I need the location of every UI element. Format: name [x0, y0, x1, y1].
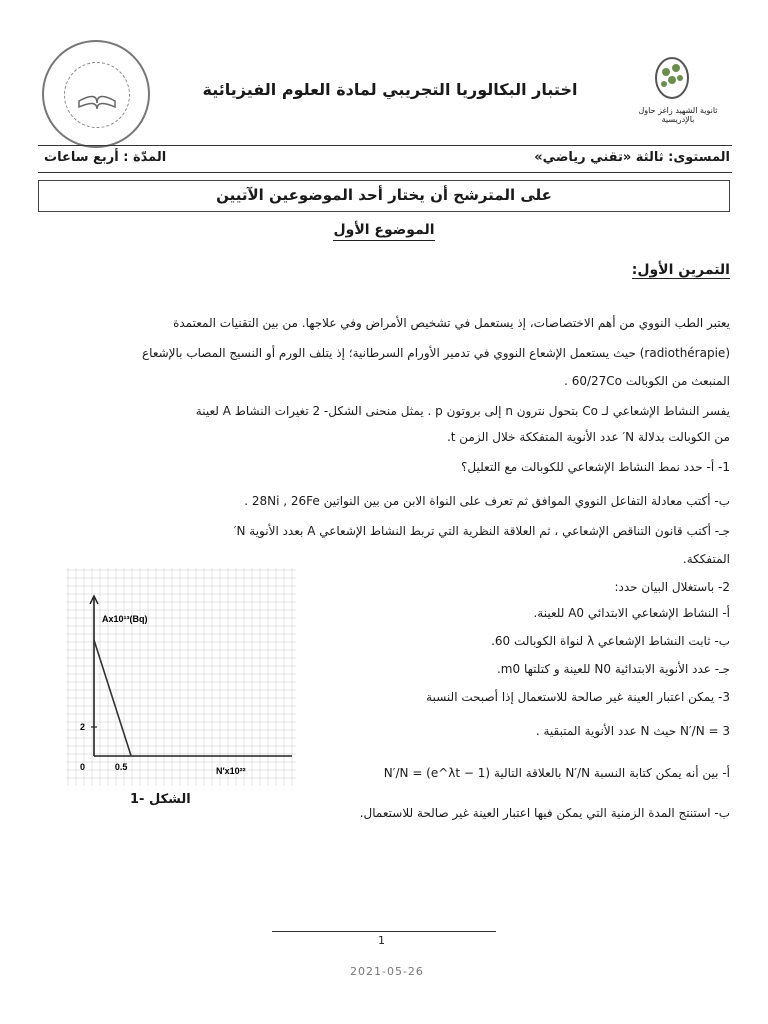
school-logo: [630, 48, 726, 128]
x-tick-label: 0: [80, 762, 86, 772]
activity-graph: [66, 568, 296, 786]
subject-title: الموضوع الأول: [0, 222, 768, 238]
level-label: المستوى: ثالثة «تقني رياضي»: [534, 150, 730, 165]
school-name: ثانوية الشهيد زاغز حاول بالإدريسية: [638, 106, 718, 124]
question-3: 3- يمكن اعتبار العينة غير صالحة للاستعمال إذا أصبحت النسبة: [426, 690, 730, 704]
instruction-text: على المترشح أن يختار أحد الموضوعين الآتيين: [216, 186, 552, 204]
divider: [38, 172, 732, 173]
question-2: 2- باستغلال البيان حدد:: [614, 580, 730, 594]
x-tick-label: 0.5: [114, 762, 128, 772]
exam-title: اختبار البكالوريا التجريبي لمادة العلوم الفيزيائية: [202, 80, 578, 99]
question-1c: جـ- أكتب قانون التناقص الإشعاعي ، ثم العلاقة النظرية التي تربط النشاط الإشعاعي A بعدد الأنوية N′: [233, 524, 730, 538]
question-3-ratio: N′/N = 3 حيث N عدد الأنوية المتبقية .: [535, 724, 730, 738]
question-1b: ب- أكتب معادلة التفاعل النووي الموافق ثم تعرف على النواة الابن من بين النواتين 28Ni , 26Fe .: [244, 494, 730, 508]
footer-line: [272, 931, 496, 932]
question-1c-cont: المتفككة.: [682, 552, 730, 566]
figure-label: الشكل -1: [130, 792, 191, 807]
question-2b: ب- ثابت النشاط الإشعاعي λ لنواة الكوبالت 60.: [491, 634, 730, 648]
question-2c: جـ- عدد الأنوية الابتدائية N0 للعينة و كتلتها m0.: [496, 662, 730, 676]
activity-chart-svg: [66, 568, 296, 786]
question-1a: 1- أ- حدد نمط النشاط الإشعاعي للكوبالت مع التعليل؟: [461, 460, 730, 474]
y-tick-label: 2: [80, 722, 86, 732]
exercise-title: التمرين الأول:: [631, 262, 730, 278]
text-line: من الكوبالت بدلالة N′ عدد الأنوية المتفككة خلال الزمن t.: [446, 430, 730, 444]
directorate-seal: [42, 40, 150, 148]
text-line: (radiothérapie) حيث يستعمل الإشعاع النووي في تدمير الأورام السرطانية؛ إذ يتلف الورم أو النسيج المصاب بالإشعاع: [142, 346, 730, 360]
y-axis-label: Ax10¹³(Bq): [102, 614, 148, 624]
text-line: المنبعث من الكوبالت 60/27Co .: [564, 374, 730, 388]
page-number: 1: [378, 934, 385, 947]
question-3a: أ- بين أنه يمكن كتابة النسبة N′/N بالعلاقة التالية N′/N = (e^λt − 1): [383, 766, 730, 780]
question-3b: ب- استنتج المدة الزمنية التي يمكن فيها اعتبار العينة غير صالحة للاستعمال.: [359, 806, 730, 820]
text-line: يعتبر الطب النووي من أهم الاختصاصات، إذ يستعمل في تشخيص الأمراض وفي علاجها. من بين التقنيات المعتمدة: [173, 316, 730, 330]
question-2a: أ- النشاط الإشعاعي الابتدائي A0 للعينة.: [533, 606, 730, 620]
exam-date: 2021-05-26: [350, 965, 424, 978]
divider: [38, 145, 732, 146]
duration-label: المدّة : أربع ساعات: [44, 150, 167, 165]
x-axis-label: N′x10²²: [216, 766, 246, 776]
book-icon: [64, 62, 130, 128]
text-line: يفسر النشاط الإشعاعي لـ Co بتحول نترون n إلى بروتون p . يمثل منحنى الشكل- 2 تغيرات النشاط A لعينة: [195, 404, 730, 418]
